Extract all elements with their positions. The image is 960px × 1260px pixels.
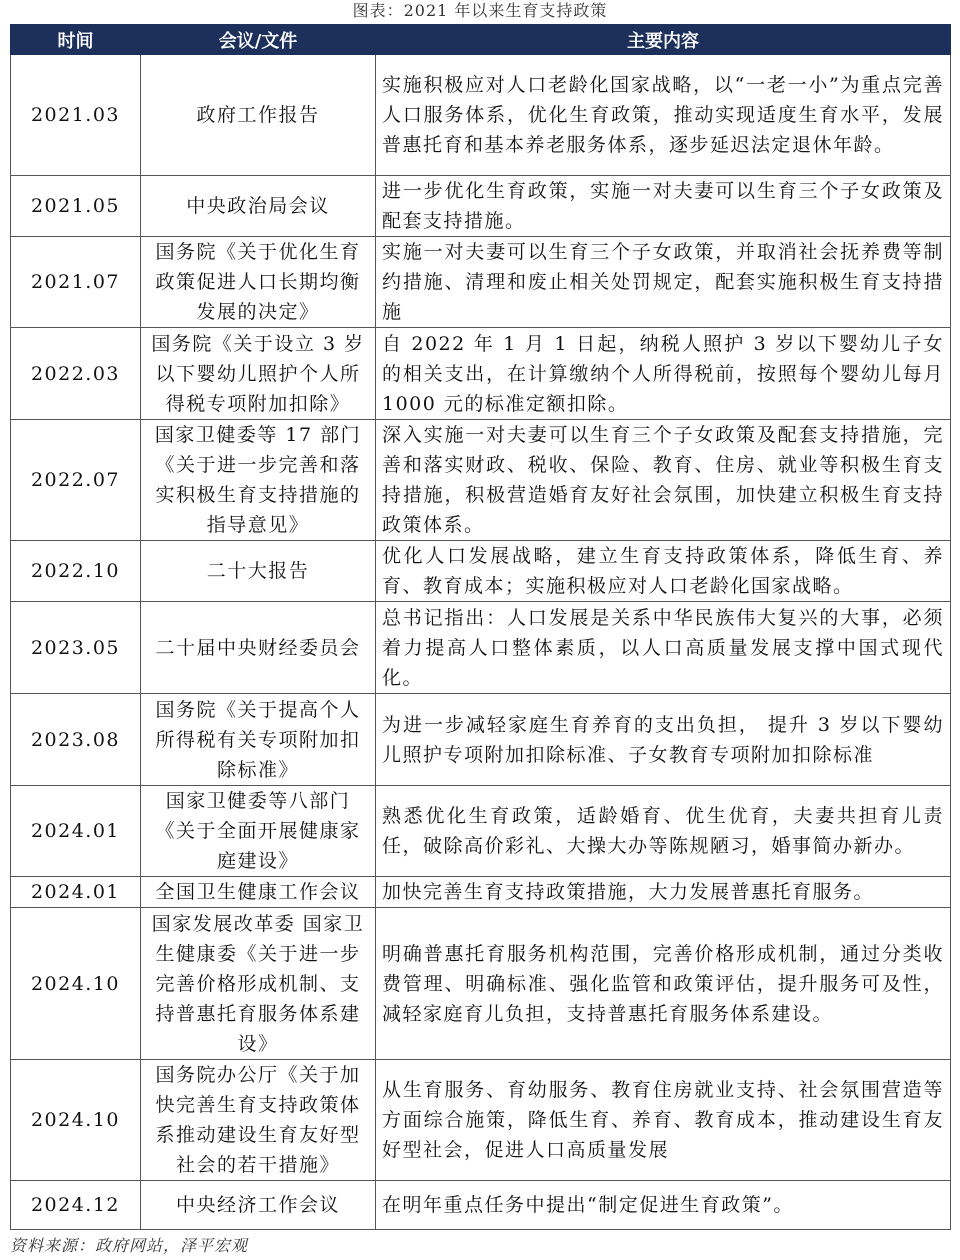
row-document: 国家卫健委等 17 部门《关于进一步完善和落实积极生育支持措施的指导意见》 (141, 420, 376, 541)
table-row (11, 237, 951, 328)
table-row (11, 328, 951, 420)
table-row (11, 786, 951, 877)
policy-table (10, 24, 951, 1230)
table-row (11, 877, 951, 908)
row-content: 明确普惠托育服务机构范围，完善价格形成机制，通过分类收费管理、明确标准、强化监管和政策评估，提升服务可及性，减轻家庭育儿负担，支持普惠托育服务体系建设。 (376, 908, 951, 1060)
source-note: 资料来源：政府网站，泽平宏观 (10, 1236, 249, 1255)
row-content: 从生育服务、育幼服务、教育住房就业支持、社会氛围营造等方面综合施策，降低生育、养育、教育成本，推动建设生育友好型社会，促进人口高质量发展 (376, 1060, 951, 1181)
row-date: 2024.12 (11, 1181, 141, 1230)
row-document: 政府工作报告 (141, 55, 376, 176)
row-document: 中央政治局会议 (141, 176, 376, 237)
row-date: 2021.03 (11, 55, 141, 176)
row-content: 优化人口发展战略，建立生育支持政策体系，降低生育、养育、教育成本；实施积极应对人口老龄化国家战略。 (376, 541, 951, 602)
row-document: 国务院《关于优化生育政策促进人口长期均衡发展的决定》 (141, 237, 376, 328)
row-document: 二十大报告 (141, 541, 376, 602)
row-content: 为进一步减轻家庭生育养育的支出负担， 提升 3 岁以下婴幼儿照护专项附加扣除标准、子女教育专项附加扣除标准 (376, 694, 951, 786)
table-row (11, 1181, 951, 1230)
table-row (11, 908, 951, 1060)
header-meeting: 会议/文件 (141, 25, 376, 55)
table-row (11, 1060, 951, 1181)
row-document: 国家卫健委等八部门《关于全面开展健康家庭建设》 (141, 786, 376, 877)
row-content: 深入实施一对夫妻可以生育三个子女政策及配套支持措施，完善和落实财政、税收、保险、教育、住房、就业等积极生育支持措施，积极营造婚育友好社会氛围，加快建立积极生育支持政策体系。 (376, 420, 951, 541)
row-content: 在明年重点任务中提出“制定促进生育政策”。 (376, 1181, 951, 1230)
row-content: 总书记指出：人口发展是关系中华民族伟大复兴的大事，必须着力提高人口整体素质，以人口高质量发展支撑中国式现代化。 (376, 602, 951, 694)
row-content: 自 2022 年 1 月 1 日起，纳税人照护 3 岁以下婴幼儿子女的相关支出，在计算缴纳个人所得税前，按照每个婴幼儿每月1000 元的标准定额扣除。 (376, 328, 951, 420)
row-date: 2024.10 (11, 1060, 141, 1181)
table-row (11, 420, 951, 541)
row-document: 二十届中央财经委员会 (141, 602, 376, 694)
table-row (11, 694, 951, 786)
row-document: 国务院《关于提高个人所得税有关专项附加扣除标准》 (141, 694, 376, 786)
figure-caption: 图表：2021 年以来生育支持政策 (352, 1, 608, 20)
row-content: 实施积极应对人口老龄化国家战略，以“一老一小”为重点完善人口服务体系，优化生育政策，推动实现适度生育水平，发展普惠托育和基本养老服务体系，逐步延迟法定退休年龄。 (376, 55, 951, 176)
row-date: 2024.01 (11, 877, 141, 908)
table-row (11, 602, 951, 694)
row-content: 加快完善生育支持政策措施，大力发展普惠托育服务。 (376, 877, 951, 908)
table-row (11, 541, 951, 602)
table-row (11, 55, 951, 176)
row-date: 2024.01 (11, 786, 141, 877)
row-date: 2024.10 (11, 908, 141, 1060)
row-date: 2022.03 (11, 328, 141, 420)
row-date: 2022.07 (11, 420, 141, 541)
row-date: 2021.05 (11, 176, 141, 237)
row-document: 中央经济工作会议 (141, 1181, 376, 1230)
table-header-row (11, 25, 951, 55)
row-content: 熟悉优化生育政策，适龄婚育、优生优育，夫妻共担育儿责任，破除高价彩礼、大操大办等陈规陋习，婚事简办新办。 (376, 786, 951, 877)
row-content: 进一步优化生育政策，实施一对夫妻可以生育三个子女政策及配套支持措施。 (376, 176, 951, 237)
header-content: 主要内容 (376, 25, 951, 55)
row-date: 2023.05 (11, 602, 141, 694)
row-date: 2023.08 (11, 694, 141, 786)
header-time: 时间 (11, 25, 141, 55)
row-document: 国务院《关于设立 3 岁以下婴幼儿照护个人所得税专项附加扣除》 (141, 328, 376, 420)
row-date: 2022.10 (11, 541, 141, 602)
row-document: 国家发展改革委 国家卫生健康委《关于进一步完善价格形成机制、支持普惠托育服务体系建设》 (141, 908, 376, 1060)
table-row (11, 176, 951, 237)
row-date: 2021.07 (11, 237, 141, 328)
row-document: 全国卫生健康工作会议 (141, 877, 376, 908)
row-content: 实施一对夫妻可以生育三个子女政策，并取消社会抚养费等制约措施、清理和废止相关处罚规定，配套实施积极生育支持措施 (376, 237, 951, 328)
row-document: 国务院办公厅《关于加快完善生育支持政策体系推动建设生育友好型社会的若干措施》 (141, 1060, 376, 1181)
